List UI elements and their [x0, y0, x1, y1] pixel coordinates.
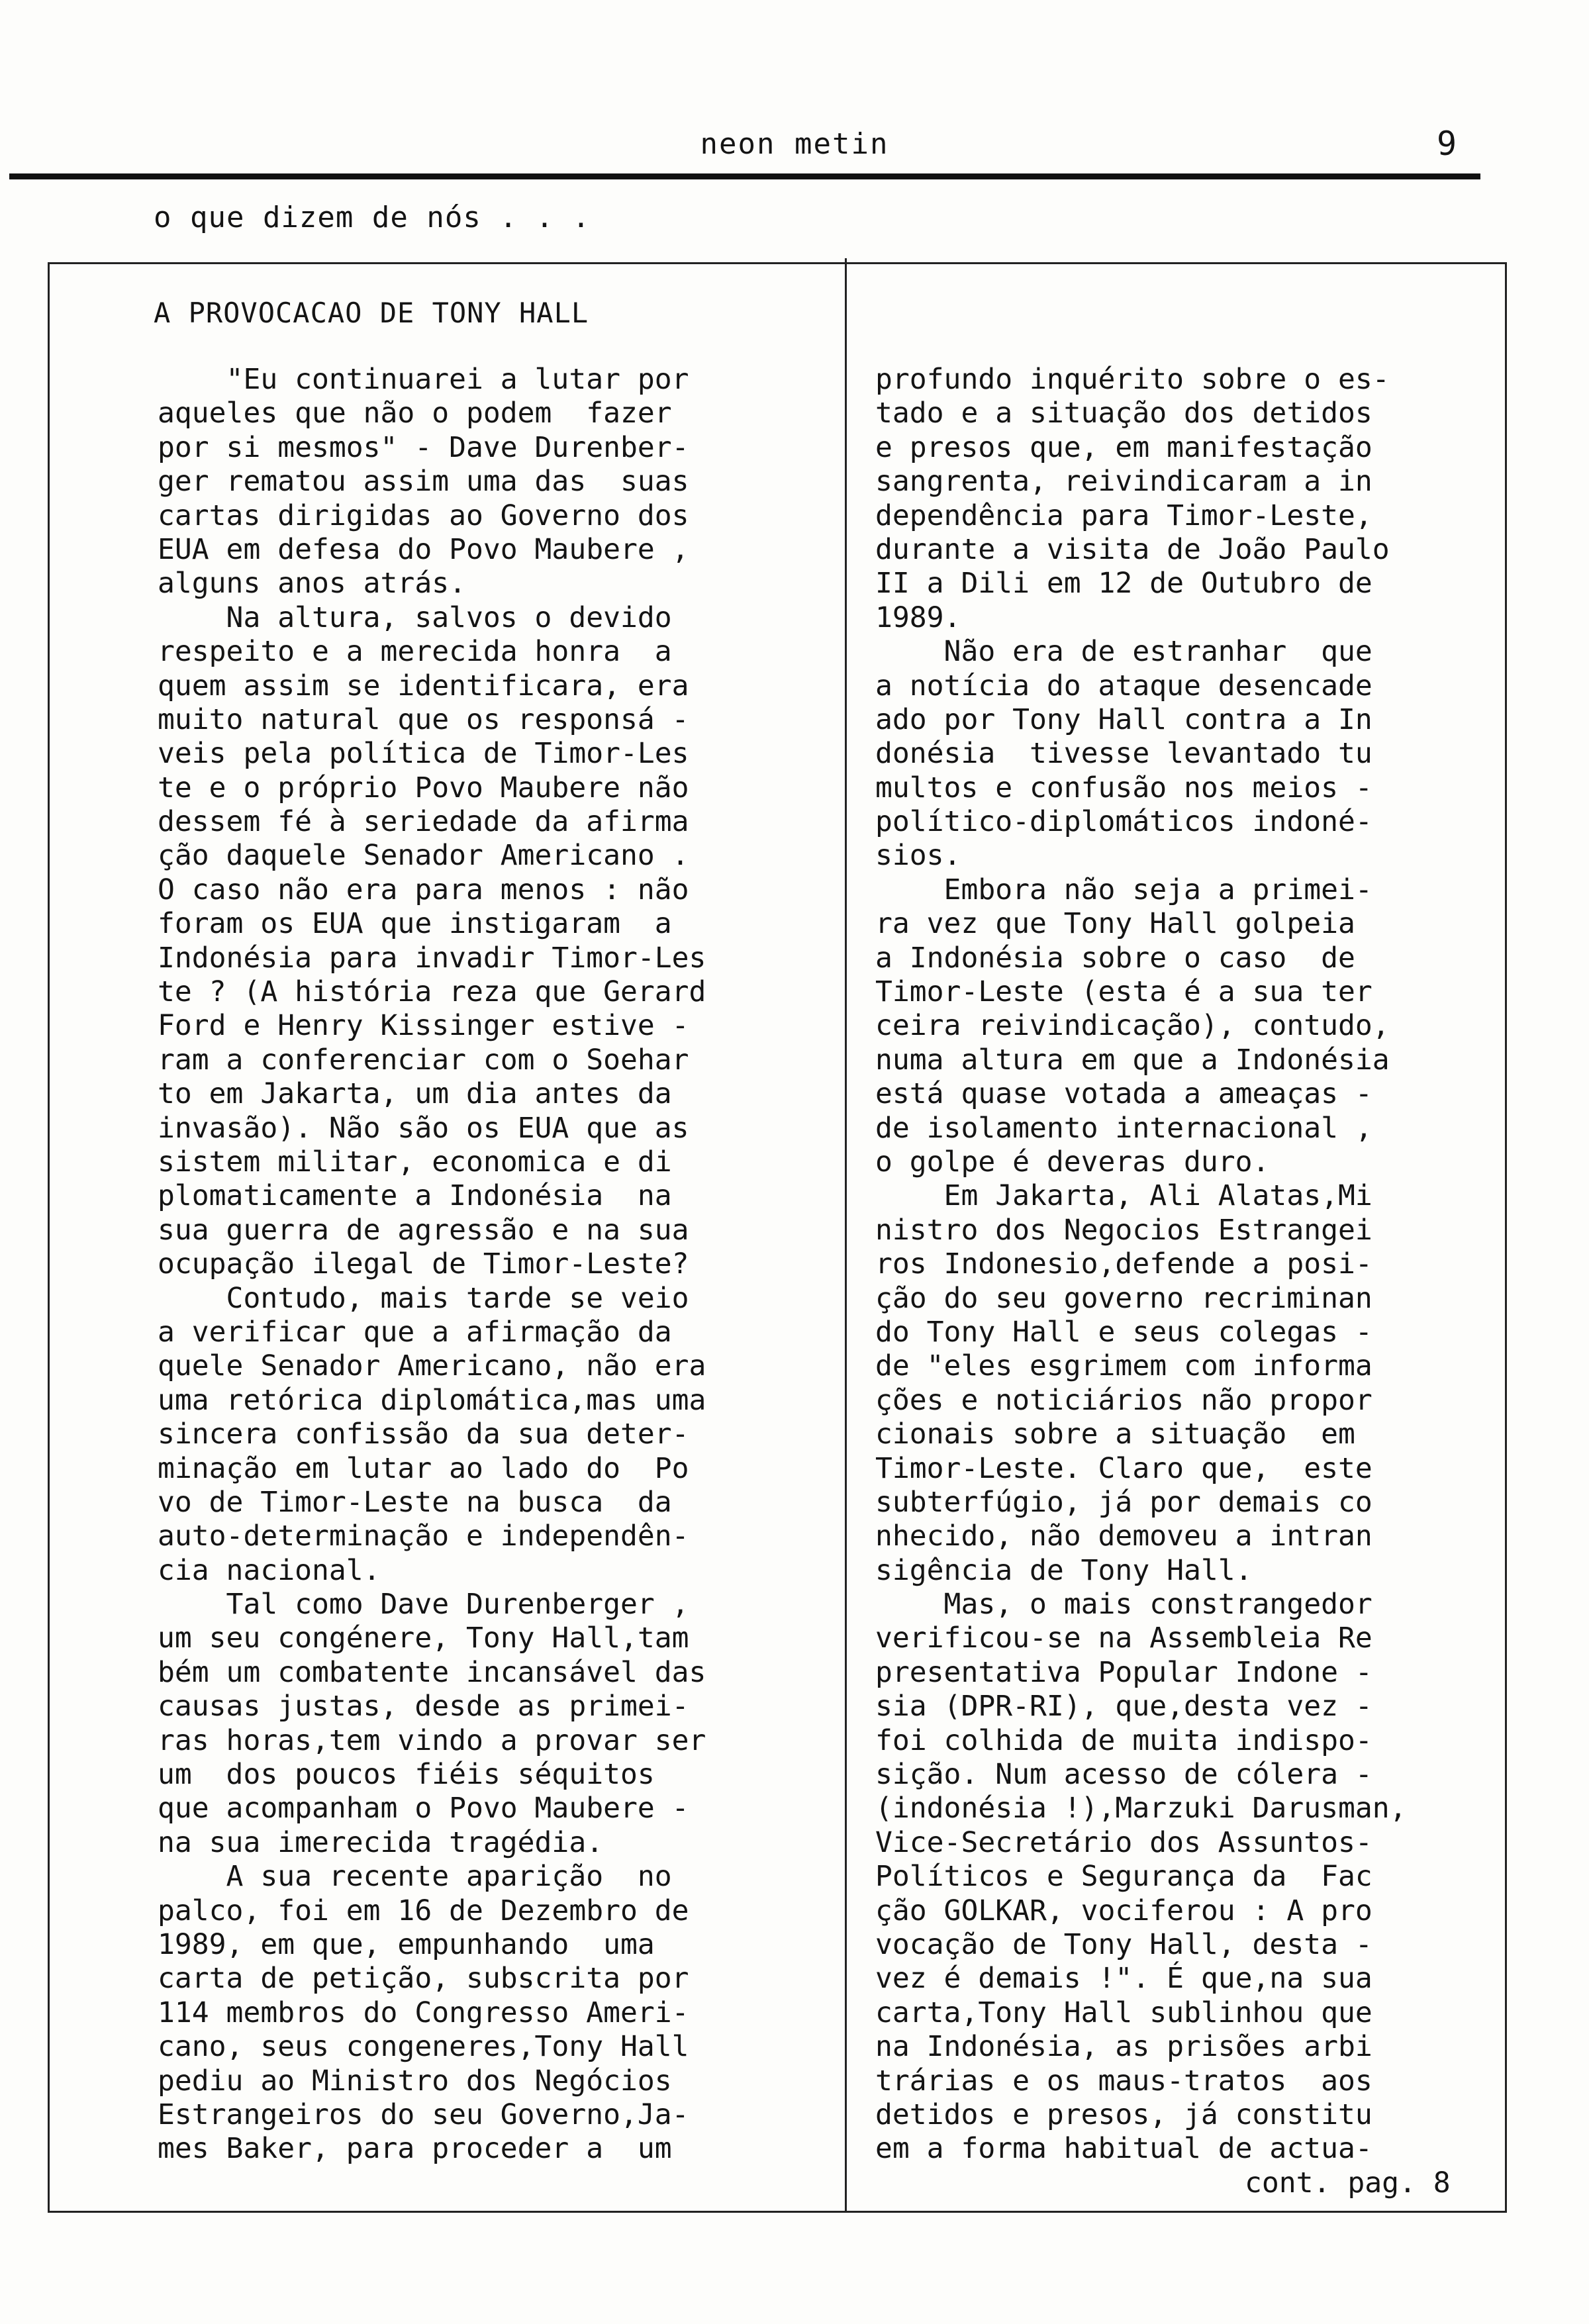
text-line: donésia tivesse levantado tu	[875, 737, 1372, 771]
text-line: Tal como Dave Durenberger ,	[158, 1588, 689, 1622]
text-line: político-diplomáticos indoné-	[875, 805, 1372, 839]
text-line: trárias e os maus-tratos aos	[875, 2064, 1372, 2098]
text-line: verificou-se na Assembleia Re	[875, 1622, 1372, 1655]
text-line: ras horas,tem vindo a provar ser	[158, 1723, 706, 1757]
text-line: carta,Tony Hall sublinhou que	[875, 1996, 1372, 2029]
text-line: cionais sobre a situação em	[875, 1418, 1355, 1451]
text-line: a notícia do ataque desencade	[875, 669, 1372, 702]
text-line: e presos que, em manifestação	[875, 430, 1372, 464]
text-line: detidos e presos, já constitu	[875, 2098, 1372, 2131]
text-line: está quase votada a ameaças -	[875, 1077, 1372, 1111]
text-line: respeito e a merecida honra a	[158, 635, 672, 669]
text-line: bém um combatente incansável das	[158, 1655, 706, 1689]
text-line: a verificar que a afirmação da	[158, 1315, 672, 1349]
left-column	[158, 363, 706, 2166]
text-line: que acompanham o Povo Maubere -	[158, 1792, 689, 1825]
text-line: na Indonésia, as prisões arbi	[875, 2030, 1372, 2064]
text-line: o golpe é deveras duro.	[875, 1145, 1270, 1179]
text-line: nhecido, não demoveu a intran	[875, 1520, 1372, 1553]
text-line: to em Jakarta, um dia antes da	[158, 1077, 672, 1111]
text-line: sua guerra de agressão e na sua	[158, 1213, 689, 1247]
text-line: multos e confusão nos meios -	[875, 771, 1372, 804]
text-line: sia (DPR-RI), que,desta vez -	[875, 1690, 1372, 1723]
text-line: ger rematou assim uma das suas	[158, 465, 689, 499]
newsletter-title: neon metin	[700, 127, 889, 161]
text-line: em a forma habitual de actua-	[875, 2132, 1372, 2166]
section-label: o que dizem de nós . . .	[154, 201, 591, 234]
text-line: Ford e Henry Kissinger estive -	[158, 1009, 689, 1043]
page-number: 9	[1437, 124, 1457, 163]
text-line: Não era de estranhar que	[875, 635, 1372, 669]
text-line: ra vez que Tony Hall golpeia	[875, 907, 1355, 941]
text-line: Em Jakarta, Ali Alatas,Mi	[875, 1179, 1372, 1213]
text-line: sigência de Tony Hall.	[875, 1553, 1253, 1587]
text-line: te e o próprio Povo Maubere não	[158, 771, 689, 804]
text-line: dessem fé à seriedade da afirma	[158, 805, 689, 839]
text-line: ram a conferenciar com o Soehar	[158, 1043, 689, 1077]
text-line: O caso não era para menos : não	[158, 873, 689, 906]
text-line: cano, seus congeneres,Tony Hall	[158, 2030, 689, 2064]
text-line: auto-determinação e independên-	[158, 1520, 689, 1553]
text-line: vocação de Tony Hall, desta -	[875, 1927, 1372, 1961]
text-line: ocupação ilegal de Timor-Leste?	[158, 1247, 689, 1281]
text-line: Embora não seja a primei-	[875, 873, 1372, 906]
text-line: carta de petição, subscrita por	[158, 1962, 689, 1996]
text-line: de "eles esgrimem com informa	[875, 1349, 1372, 1383]
text-line: aqueles que não o podem fazer	[158, 397, 672, 430]
text-line: (indonésia !),Marzuki Darusman,	[875, 1792, 1407, 1825]
text-line: Indonésia para invadir Timor-Les	[158, 941, 706, 975]
text-line: uma retórica diplomática,mas uma	[158, 1383, 706, 1417]
text-line: quele Senador Americano, não era	[158, 1349, 706, 1383]
text-line: ções e noticiários não propor	[875, 1383, 1372, 1417]
text-line: Mas, o mais constrangedor	[875, 1588, 1372, 1622]
text-line: ado por Tony Hall contra a In	[875, 702, 1372, 736]
text-line: te ? (A história reza que Gerard	[158, 975, 706, 1009]
text-line: causas justas, desde as primei-	[158, 1690, 689, 1723]
text-line: Na altura, salvos o devido	[158, 601, 672, 634]
text-line: cia nacional.	[158, 1553, 381, 1587]
text-line: foram os EUA que instigaram a	[158, 907, 672, 941]
text-line: ceira reivindicação), contudo,	[875, 1009, 1390, 1043]
text-line: vez é demais !". É que,na sua	[875, 1962, 1372, 1996]
text-line: 1989, em que, empunhando uma	[158, 1927, 655, 1961]
text-line: Políticos e Segurança da Fac	[875, 1860, 1372, 1894]
text-line: palco, foi em 16 de Dezembro de	[158, 1894, 689, 1927]
text-line: pediu ao Ministro dos Negócios	[158, 2064, 672, 2098]
column-divider	[845, 258, 847, 2213]
text-line: na sua imerecida tragédia.	[158, 1825, 604, 1859]
text-line: numa altura em que a Indonésia	[875, 1043, 1390, 1077]
text-line: vo de Timor-Leste na busca da	[158, 1485, 672, 1519]
text-line: cartas dirigidas ao Governo dos	[158, 499, 689, 532]
text-line: tado e a situação dos detidos	[875, 397, 1372, 430]
text-line: durante a visita de João Paulo	[875, 532, 1390, 566]
text-line: sistem militar, economica e di	[158, 1145, 672, 1179]
text-line: de isolamento internacional ,	[875, 1111, 1372, 1145]
text-line: profundo inquérito sobre o es-	[875, 363, 1390, 396]
text-line: Estrangeiros do seu Governo,Ja-	[158, 2098, 689, 2131]
text-line: ção do seu governo recriminan	[875, 1281, 1372, 1315]
text-line: alguns anos atrás.	[158, 567, 466, 601]
text-line: ção GOLKAR, vociferou : A pro	[875, 1894, 1372, 1927]
text-line: Timor-Leste (esta é a sua ter	[875, 975, 1372, 1009]
text-line: nistro dos Negocios Estrangei	[875, 1213, 1372, 1247]
continuation-note: cont. pag. 8	[1245, 2166, 1451, 2200]
text-line: um seu congénere, Tony Hall,tam	[158, 1622, 689, 1655]
header-rule	[9, 173, 1480, 179]
text-line: a Indonésia sobre o caso de	[875, 941, 1355, 975]
text-line: sios.	[875, 839, 961, 873]
text-line: por si mesmos" - Dave Durenber-	[158, 430, 689, 464]
text-line: veis pela política de Timor-Les	[158, 737, 689, 771]
text-line: foi colhida de muita indispo-	[875, 1723, 1372, 1757]
text-line: do Tony Hall e seus colegas -	[875, 1315, 1372, 1349]
text-line: invasão). Não são os EUA que as	[158, 1111, 689, 1145]
right-column	[875, 363, 1407, 2166]
text-line: A sua recente aparição no	[158, 1860, 672, 1894]
text-line: um dos poucos fiéis séquitos	[158, 1758, 655, 1792]
text-line: muito natural que os responsá -	[158, 702, 689, 736]
text-line: ção daquele Senador Americano .	[158, 839, 689, 873]
text-line: Vice-Secretário dos Assuntos-	[875, 1825, 1372, 1859]
text-line: ros Indonesio,defende a posi-	[875, 1247, 1372, 1281]
text-line: presentativa Popular Indone -	[875, 1655, 1372, 1689]
text-line: sincera confissão da sua deter-	[158, 1418, 689, 1451]
text-line: mes Baker, para proceder a um	[158, 2132, 672, 2166]
article-title: A PROVOCACAO DE TONY HALL	[154, 297, 589, 329]
text-line: dependência para Timor-Leste,	[875, 499, 1372, 532]
text-line: 114 membros do Congresso Ameri-	[158, 1996, 689, 2029]
text-line: Timor-Leste. Claro que, este	[875, 1451, 1372, 1485]
text-line: sangrenta, reivindicaram a in	[875, 465, 1372, 499]
text-line: EUA em defesa do Povo Maubere ,	[158, 532, 689, 566]
text-line: sição. Num acesso de cólera -	[875, 1758, 1372, 1792]
text-line: quem assim se identificara, era	[158, 669, 689, 702]
text-line: "Eu continuarei a lutar por	[158, 363, 689, 396]
text-line: II a Dili em 12 de Outubro de	[875, 567, 1372, 601]
text-line: plomaticamente a Indonésia na	[158, 1179, 672, 1213]
text-line: Contudo, mais tarde se veio	[158, 1281, 689, 1315]
text-line: subterfúgio, já por demais co	[875, 1485, 1372, 1519]
text-line: minação em lutar ao lado do Po	[158, 1451, 689, 1485]
text-line: 1989.	[875, 601, 961, 634]
